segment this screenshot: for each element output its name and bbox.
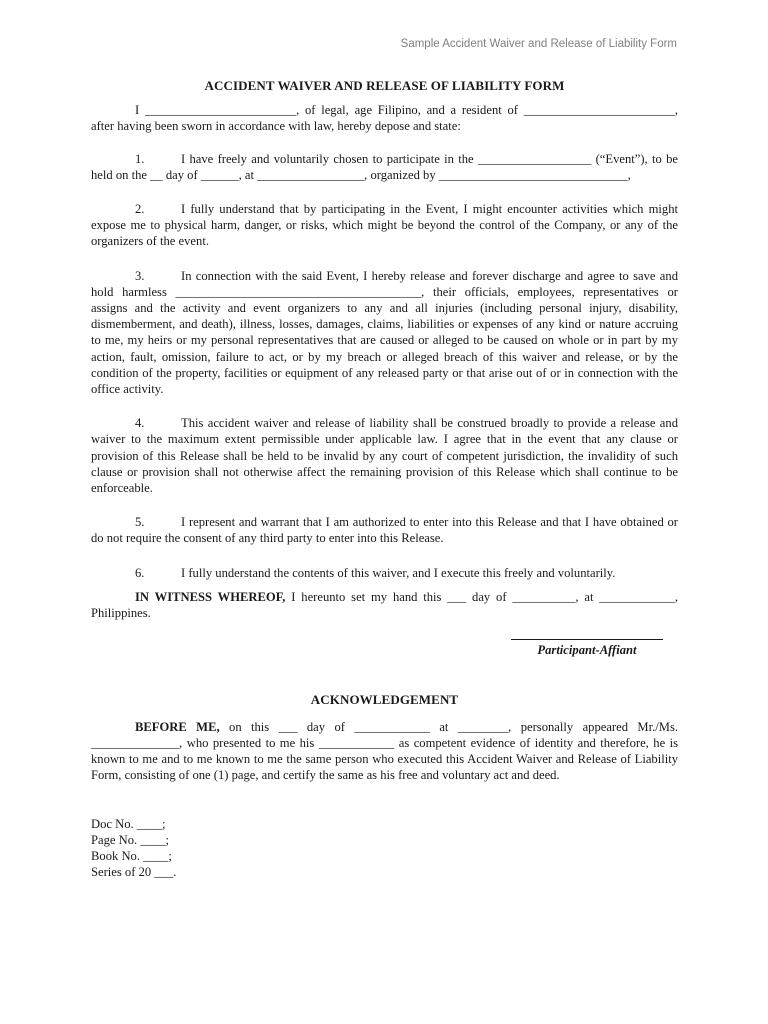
doc-no: Doc No. ____; <box>91 816 166 831</box>
acknowledgement-title: ACKNOWLEDGEMENT <box>310 692 459 708</box>
clause-text: I have freely and voluntarily chosen to participate in the __________________ (“Event”), to be held on the __ day of ______, at _________________, organized by ______________________________, <box>91 151 678 182</box>
book-no: Book No. ____; <box>91 848 172 863</box>
clause-1 <box>91 151 678 183</box>
series: Series of 20 ___. <box>91 865 177 880</box>
clause-text: This accident waiver and release of liability shall be construed broadly to provide a release and waiver to the maximum extent permissible under applicable law. I agree that in the event that any clause or provision of this Release shall be held to be invalid by any court of competent jurisdiction, the invalidity of such clause or provision shall not otherwise affect the remaining provision of this Release which shall continue to be enforceable. <box>91 416 678 496</box>
clause-text: I fully understand the contents of this waiver, and I execute this freely and voluntarily. <box>181 565 616 580</box>
clause-text: I fully understand that by participating in the Event, I might encounter activities which might expose me to physical harm, danger, or risks, which might be beyond the control of the Company, or any of the organizers of the event. <box>91 202 678 249</box>
page-no: Page No. ____; <box>91 832 170 847</box>
acknowledgement-lead: BEFORE ME, <box>135 719 220 734</box>
signature-line: Participant-Affiant <box>511 639 663 658</box>
document-body <box>91 78 678 880</box>
clause-number: 4. <box>135 416 145 431</box>
notary-block <box>91 816 678 881</box>
clause-6 <box>91 565 678 581</box>
clause-number: 6. <box>135 565 145 580</box>
clause-3 <box>91 268 678 398</box>
witness-lead: IN WITNESS WHEREOF, <box>135 589 286 604</box>
witness-paragraph <box>91 589 678 621</box>
acknowledgement-text: on this ___ day of ____________ at ________, personally appeared Mr./Ms. ______________, who presented to me his ____________ as competent evidence of identity and therefore, he is known to me and to me known to me the same person who executed this Accident Waiver and Release of Liability Form, consisting of one (1) page, and certify the same as his free and voluntary act and deed. <box>91 719 679 783</box>
clause-2 <box>91 201 678 250</box>
clause-number: 2. <box>135 202 145 217</box>
intro-paragraph: I ________________________, of legal, age Filipino, and a resident of ________________________, after having been sworn in accordance with law, hereby depose and state: <box>91 103 678 134</box>
clause-text: I represent and warrant that I am authorized to enter into this Release and that I have obtained or do not require the consent of any third party to enter into this Release. <box>91 515 678 546</box>
clause-text: In connection with the said Event, I hereby release and forever discharge and agree to save and hold harmless _______________________________________, their officials, employees, representatives or assigns and the activity and event organizers to any and all injuries (including personal injury, disability, dismemberment, and death), illness, losses, damages, claims, liabilities or expenses of any kind or nature accruing to me, my heirs or my personal representatives that are caused or alleged to be caused on whole or in part by my action, fault, omission, failure to act, or by my breach or alleged breach of this waiver and release, or by the condition of the property, facilities or equipment of any released party or that arise out of or in connection with the office activity. <box>91 268 678 397</box>
clause-number: 3. <box>135 268 145 283</box>
form-title: ACCIDENT WAIVER AND RELEASE OF LIABILITY FORM <box>204 78 565 93</box>
clause-number: 1. <box>135 151 145 166</box>
clause-4 <box>91 415 678 496</box>
acknowledgement-paragraph <box>91 719 678 784</box>
document-header: Sample Accident Waiver and Release of Liability Form <box>400 38 677 50</box>
witness-text: I hereunto set my hand this ___ day of __________, at ____________, Philippines. <box>91 589 678 621</box>
clause-number: 5. <box>135 515 145 530</box>
clause-5 <box>91 514 678 546</box>
